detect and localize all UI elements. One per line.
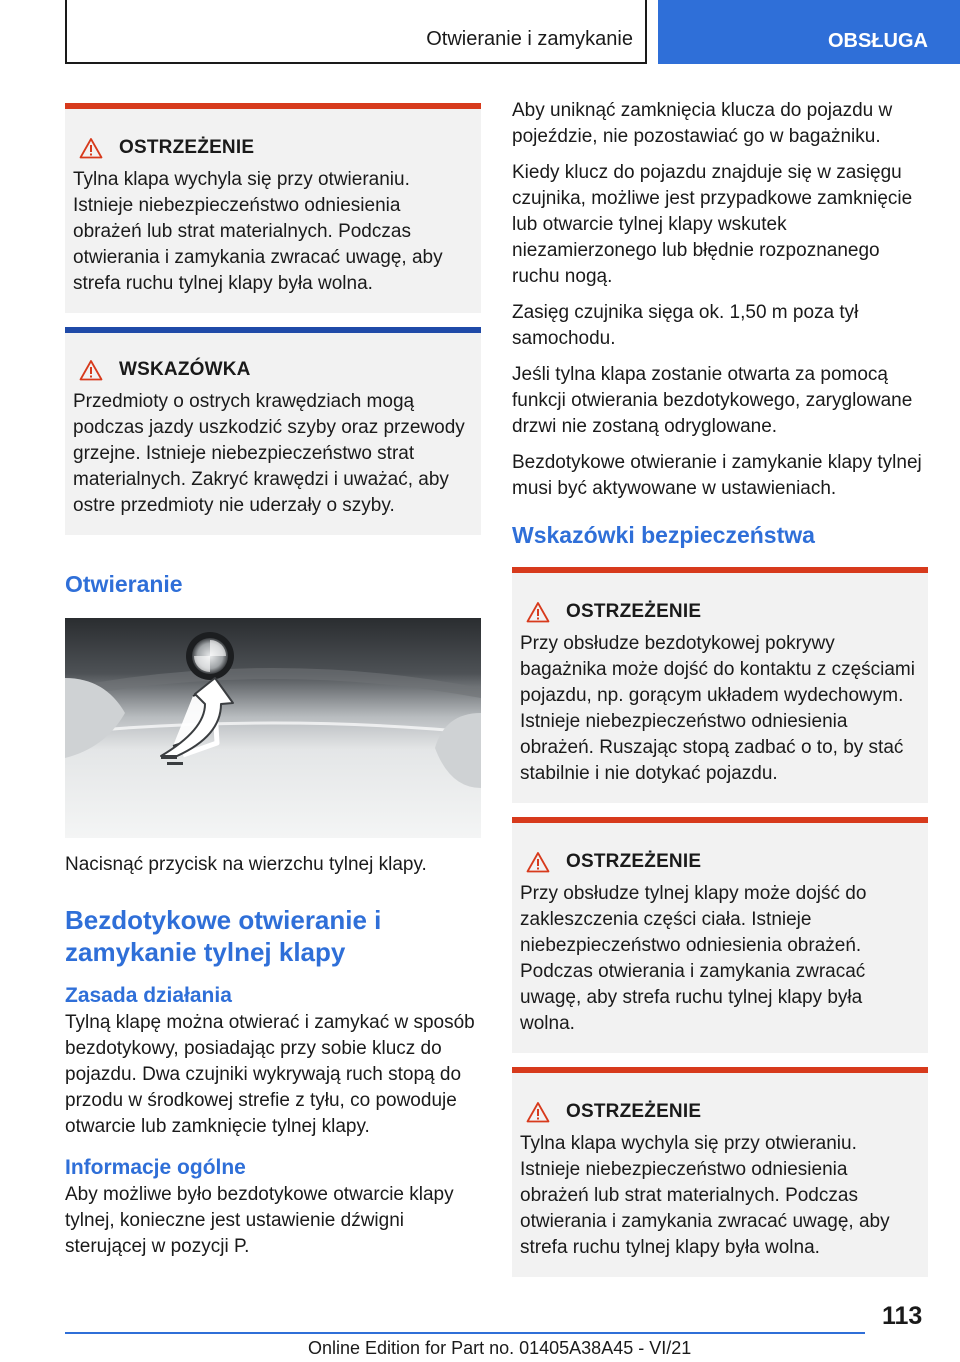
warning-title: OSTRZEŻENIE (566, 1101, 702, 1122)
paragraph-range: Zasięg czujnika sięga ok. 1,50 m poza tył samochodu. (512, 302, 859, 349)
warning-triangle-icon (526, 851, 550, 873)
tailgate-photo (65, 618, 481, 838)
warning-box (512, 817, 928, 1053)
warning-header (73, 135, 473, 161)
warning-header (520, 1099, 920, 1125)
heading-general: Informacje ogólne (65, 1156, 246, 1179)
heading-safety: Wskazówki bezpieczeństwa (512, 522, 815, 548)
warning-text: Tylna klapa wychyla się przy otwieraniu. Istnieje niebezpieczeństwo odniesienia obrażeń lub strat materialnych. Podczas otwierania i zamykania zwracać uwagę, aby strefa ruchu tylnej klapy była wolna. (73, 169, 443, 294)
note-text: Przedmioty o ostrych krawędziach mogą podczas jazdy uszkodzić szyby oraz przewody grzejne. Istnieje niebezpieczeństwo strat materialnych. Zakryć krawędzi i uważać, aby ostre przedmioty nie uderzały o szyby. (73, 391, 465, 516)
warning-text: Przy obsłudze tylnej klapy może dojść do zakleszczenia części ciała. Istnieje niebezpieczeństwo odniesienia obrażeń. Podczas otwierania i zamykania zwracać uwagę, aby strefa ruchu tylnej klapy była wolna. (520, 883, 867, 1034)
header-frame (65, 0, 647, 64)
section-title: Otwieranie i zamykanie (426, 28, 633, 50)
paragraph-doors: Jeśli tylna klapa zostanie otwarta za pomocą funkcji otwierania bezdotykowego, zaryglowane drzwi nie zostaną odryglowane. (512, 364, 913, 437)
warning-triangle-icon (526, 601, 550, 623)
warning-text: Przy obsłudze bezdotykowej pokrywy bagażnika może dojść do kontaktu z częściami pojazdu, np. gorącym układem wydechowym. Istnieje niebezpieczeństwo odniesienia obrażeń. Ruszając stopą zadbać o to, by stać stabilnie i nie dotykać pojazdu. (520, 633, 915, 784)
principle-text: Tylną klapę można otwierać i zamykać w sposób bezdotykowy, posiadając przy sobie klucz do pojazdu. Dwa czujniki wykrywają ruch stopą do przodu w środkowej strefie z tyłu, co powoduje otwarcie lub zamknięcie tylnej klapy. (65, 1012, 475, 1137)
photo-caption: Nacisnąć przycisk na wierzchu tylnej klapy. (65, 854, 427, 875)
footer-divider (65, 1332, 865, 1334)
note-box (65, 327, 481, 535)
heading-opening: Otwieranie (65, 571, 183, 597)
heading-contactless: Bezdotykowe otwieranie i zamykanie tylnej klapy (65, 905, 382, 967)
warning-title: OSTRZEŻENIE (566, 601, 702, 622)
tailgate-illustration (65, 618, 481, 838)
paragraph-settings: Bezdotykowe otwieranie i zamykanie klapy tylnej musi być aktywowane w ustawieniach. (512, 452, 922, 499)
warning-box (65, 103, 481, 313)
warning-triangle-icon (79, 359, 103, 381)
warning-title: OSTRZEŻENIE (566, 851, 702, 872)
note-header (73, 357, 473, 383)
warning-text: Tylna klapa wychyla się przy otwieraniu. Istnieje niebezpieczeństwo odniesienia obrażeń lub strat materialnych. Podczas otwierania i zamykania zwracać uwagę, aby strefa ruchu tylnej klapy była wolna. (520, 1133, 890, 1258)
warning-title: OSTRZEŻENIE (119, 137, 255, 158)
footer-edition: Online Edition for Part no. 01405A38A45 - VI/21 (308, 1338, 692, 1358)
page-number: 113 (882, 1302, 923, 1330)
warning-header (520, 599, 920, 625)
warning-triangle-icon (526, 1101, 550, 1123)
right-column (512, 98, 928, 1277)
warning-header (520, 849, 920, 875)
warning-box (512, 1067, 928, 1277)
heading-principle: Zasada działania (65, 984, 232, 1007)
paragraph-key: Aby uniknąć zamknięcia klucza do pojazdu w pojeździe, nie pozostawiać go w bagażniku. (512, 100, 893, 147)
warning-triangle-icon (79, 137, 103, 159)
warning-box (512, 567, 928, 803)
general-text: Aby możliwe było bezdotykowe otwarcie klapy tylnej, konieczne jest ustawienie dźwigni sterującej w pozycji P. (65, 1184, 454, 1257)
note-title: WSKAZÓWKA (119, 359, 251, 380)
chapter-tab[interactable]: OBSŁUGA (658, 0, 960, 64)
paragraph-sensor: Kiedy klucz do pojazdu znajduje się w zasięgu czujnika, możliwe jest przypadkowe zamknięcie lub otwarcie tylnej klapy wskutek niezamierzonego lub błędnie rozpoznanego ruchu nogą. (512, 162, 913, 287)
left-column (65, 103, 481, 1270)
